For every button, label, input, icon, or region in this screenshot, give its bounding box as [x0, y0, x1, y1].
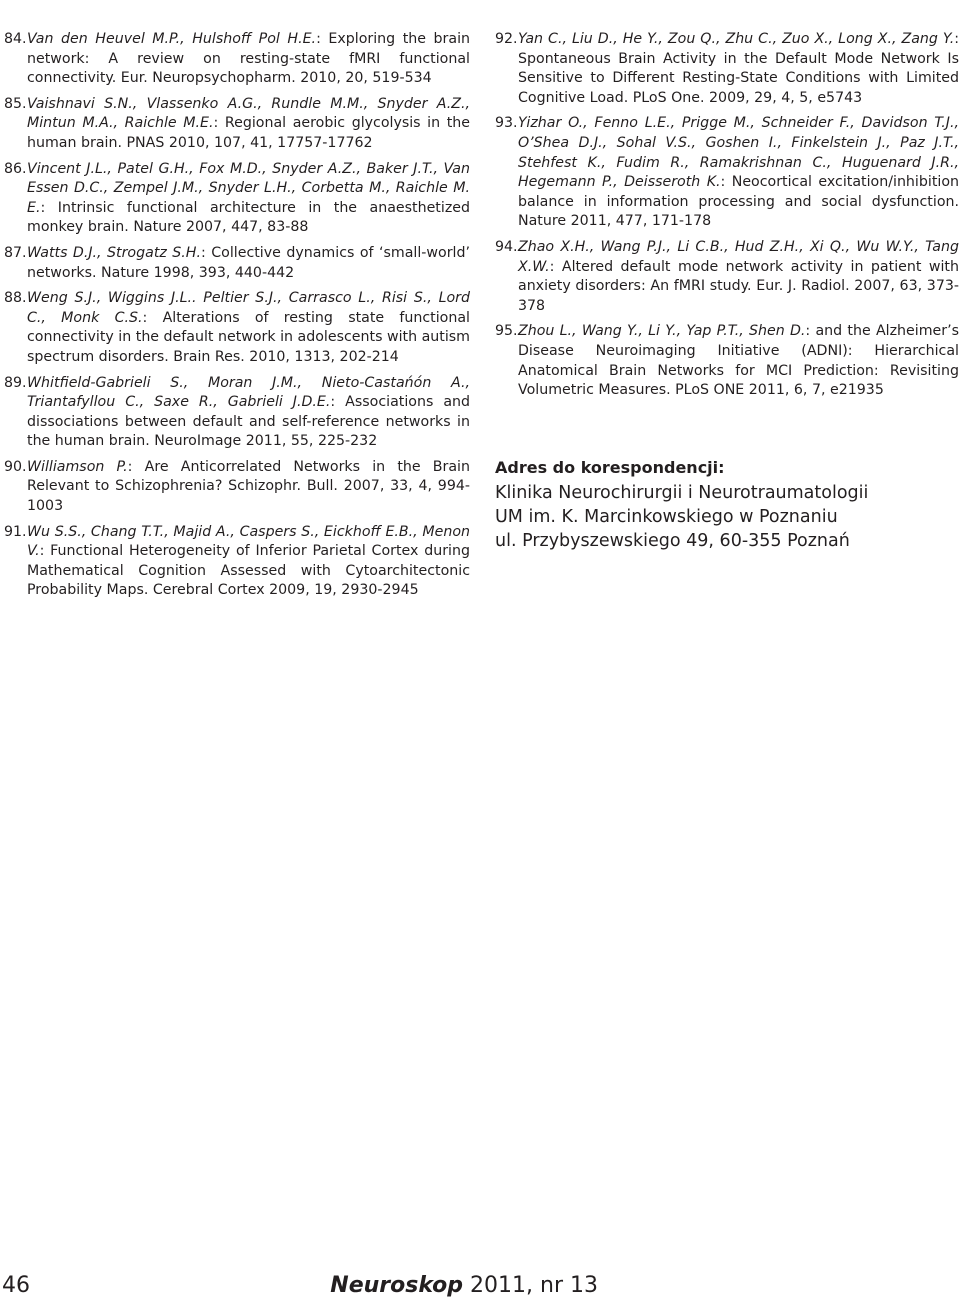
- reference-text: Exploring the brain network: A review on resting-state fMRI functional connectivity. Eur. Neuropsychopharm. 2010, 20, 519-534: [27, 31, 470, 87]
- reference-item: [4, 30, 470, 89]
- reference-number: 95.: [495, 323, 518, 340]
- reference-authors: Whitfield-Gabrieli S., Moran J.M., Nieto-Castańón A., Triantafyllou C., Saxe R., Gabrieli J.D.E.: [27, 374, 470, 411]
- reference-text: Regional aerobic glycolysis in the human brain. PNAS 2010, 107, 41, 17757-17762: [27, 115, 471, 151]
- reference-number: 86.: [4, 160, 27, 177]
- reference-separator: :: [40, 199, 58, 216]
- reference-item: [495, 238, 959, 316]
- reference-authors: Vincent J.L., Patel G.H., Fox M.D., Snyder A.Z., Baker J.T., Van Essen D.C., Zempel J.M., Snyder L.H., Corbetta M., Raichle M. E.: [27, 160, 470, 216]
- reference-item: [4, 523, 470, 601]
- reference-text: Intrinsic functional architecture in the anaesthetized monkey brain. Nature 2007, 447, 83-88: [27, 199, 470, 236]
- reference-number: 90.: [4, 458, 27, 475]
- reference-authors: Williamson P.: [27, 458, 128, 475]
- journal-info: [330, 1271, 598, 1301]
- reference-authors: Vaishnavi S.N., Vlassenko A.G., Rundle M.M., Snyder A.Z., Mintun M.A., Raichle M.E.: [27, 95, 470, 132]
- correspondence-line: UM im. K. Marcinkowskiego w Poznaniu: [495, 507, 838, 527]
- reference-separator: :: [549, 258, 562, 275]
- reference-item: [4, 244, 470, 283]
- reference-item: [4, 160, 470, 238]
- reference-authors: Weng S.J., Wiggins J.L.. Peltier S.J., Carrasco L., Risi S., Lord C., Monk C.S.: [27, 290, 470, 326]
- correspondence-line: Klinika Neurochirurgii i Neurotraumatologii: [495, 483, 869, 503]
- correspondence-block: [495, 457, 959, 553]
- journal-issue: 2011, nr 13: [463, 1273, 598, 1298]
- reference-separator: :: [213, 115, 225, 132]
- reference-text: Altered default mode network activity in patient with anxiety disorders: An fMRI study. Eur. J. Radiol. 2007, 63, 373-378: [518, 258, 959, 314]
- reference-number: 87.: [4, 244, 27, 261]
- reference-authors: Van den Heuvel M.P., Hulshoff Pol H.E.: [27, 31, 317, 47]
- reference-separator: :: [201, 244, 212, 261]
- reference-number: 91.: [4, 523, 27, 540]
- reference-separator: :: [954, 31, 959, 47]
- reference-item: [4, 374, 470, 452]
- reference-text: Alterations of resting state functional connectivity in the default network in adolescents with autism spectrum disorders. Brain Res. 2010, 1313, 202-214: [27, 309, 470, 365]
- reference-item: [4, 289, 470, 367]
- reference-separator: :: [39, 543, 51, 560]
- page-number: 46: [2, 1273, 30, 1298]
- references-left-column: [4, 30, 470, 607]
- reference-text: Collective dynamics of ‘small-world’ networks. Nature 1998, 393, 440-442: [27, 244, 470, 281]
- reference-item: [495, 30, 959, 108]
- reference-number: 88.: [4, 290, 27, 307]
- reference-authors: Zhao X.H., Wang P.J., Li C.B., Hud Z.H., Xi Q., Wu W.Y., Tang X.W.: [518, 238, 959, 275]
- reference-separator: :: [127, 458, 145, 475]
- reference-text: Functional Heterogeneity of Inferior Parietal Cortex during Mathematical Cognition Assessed with Cytoarchitectonic Probability Maps. Cerebral Cortex 2009, 19, 2930-2945: [27, 543, 470, 599]
- reference-item: [495, 322, 959, 400]
- reference-authors: Zhou L., Wang Y., Li Y., Yap P.T., Shen D.: [518, 323, 806, 340]
- references-right-column: [495, 30, 959, 407]
- reference-number: 94.: [495, 238, 518, 255]
- reference-text: Associations and dissociations between default and self-reference networks in the human brain. NeuroImage 2011, 55, 225-232: [27, 394, 471, 450]
- reference-number: 84.: [4, 31, 27, 47]
- reference-text: and the Alzheimer’s Disease Neuroimaging Initiative (ADNI): Hierarchical Anatomical Brain Networks for MCI Prediction: Revisiting Volumetric Measures. PLoS ONE 2011, 6, 7, e21935: [518, 323, 959, 399]
- reference-separator: :: [316, 31, 329, 47]
- reference-authors: Watts D.J., Strogatz S.H.: [27, 244, 201, 261]
- reference-item: [495, 114, 959, 232]
- reference-separator: :: [142, 309, 163, 326]
- reference-text: Spontaneous Brain Activity in the Default Mode Network Is Sensitive to Different Resting-State Conditions with Limited Cognitive Load. PLoS One. 2009, 29, 4, 5, e5743: [518, 50, 959, 106]
- reference-authors: Wu S.S., Chang T.T., Majid A., Caspers S., Eickhoff E.B., Menon V.: [27, 523, 470, 560]
- correspondence-line: ul. Przybyszewskiego 49, 60-355 Poznań: [495, 531, 850, 551]
- reference-item: [4, 458, 470, 517]
- reference-item: [4, 95, 470, 154]
- reference-separator: :: [330, 394, 346, 411]
- page-footer: [0, 1271, 960, 1301]
- reference-authors: Yan C., Liu D., He Y., Zou Q., Zhu C., Zuo X., Long X., Zang Y.: [518, 31, 955, 47]
- reference-text: Are Anticorrelated Networks in the Brain Relevant to Schizophrenia? Schizophr. Bull. 2007, 33, 4, 994-1003: [27, 458, 470, 515]
- reference-separator: :: [720, 174, 732, 191]
- reference-number: 93.: [495, 115, 518, 132]
- reference-number: 89.: [4, 374, 27, 391]
- journal-name: Neuroskop: [330, 1273, 464, 1298]
- reference-separator: :: [805, 323, 816, 340]
- reference-authors: Yizhar O., Fenno L.E., Prigge M., Schneider F., Davidson T.J., O’Shea D.J., Sohal V.S., Goshen I., Finkelstein J., Paz J.T., Stehfest K., Fudim R., Ramakrishnan C., Huguenard J.R., Hegemann P., Deisseroth K.: [518, 115, 959, 191]
- reference-number: 85.: [4, 95, 27, 112]
- reference-text: Neocortical excitation/inhibition balance in information processing and social dysfunction. Nature 2011, 477, 171-178: [518, 174, 959, 230]
- reference-number: 92.: [495, 31, 518, 47]
- correspondence-title: Adres do korespondencji:: [495, 458, 725, 477]
